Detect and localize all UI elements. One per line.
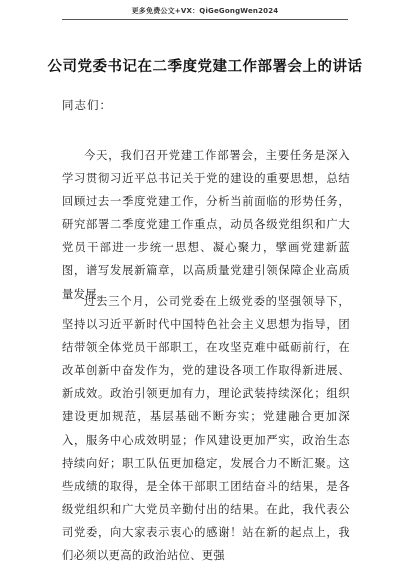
salutation: 同志们： <box>62 98 112 112</box>
paragraph-opening: 今天，我们召开党建工作部署会，主要任务是深入学习贯彻习近平总书记关于党的建设的重要思想，总结回顾过去一季度党建工作，分析当前面临的形势任务，研究部署二季度党建工作重点，动员各级党组织和广大党员干部进一步统一思想、凝心聚力，擘画党建新蓝图，谱写发展新篇章，以高质量党建引领保障企业高质量发展。 <box>62 149 350 301</box>
header-note: 更多免费公文+VX：QiGeGongWen2024 <box>131 7 279 15</box>
header-divider <box>62 19 348 20</box>
document-title: 公司党委书记在二季度党建工作部署会上的讲话 <box>47 59 363 75</box>
paragraph-review: 过去三个月，公司党委在上级党委的坚强领导下，坚持以习近平新时代中国特色社会主义思想为指导，团结带领全体党员干部职工，在攻坚克难中砥砺前行，在改革创新中奋发作为，党的建设各项工作取得新进展、新成效。政治引领更加有力，理论武装持续深化；组织建设更加规范，基层基础不断夯实；党建融合更加深入，服务中心成效明显；作风建设更加严实，政治生态持续向好；职工队伍更加稳定，发展合力不断汇聚。这些成绩的取得，是全体干部职工团结奋斗的结果，是各级党组织和广大党员辛勤付出的结果。在此，我代表公司党委，向大家表示衷心的感谢！站在新的起点上，我们必须以更高的政治站位、更强 <box>62 295 350 563</box>
